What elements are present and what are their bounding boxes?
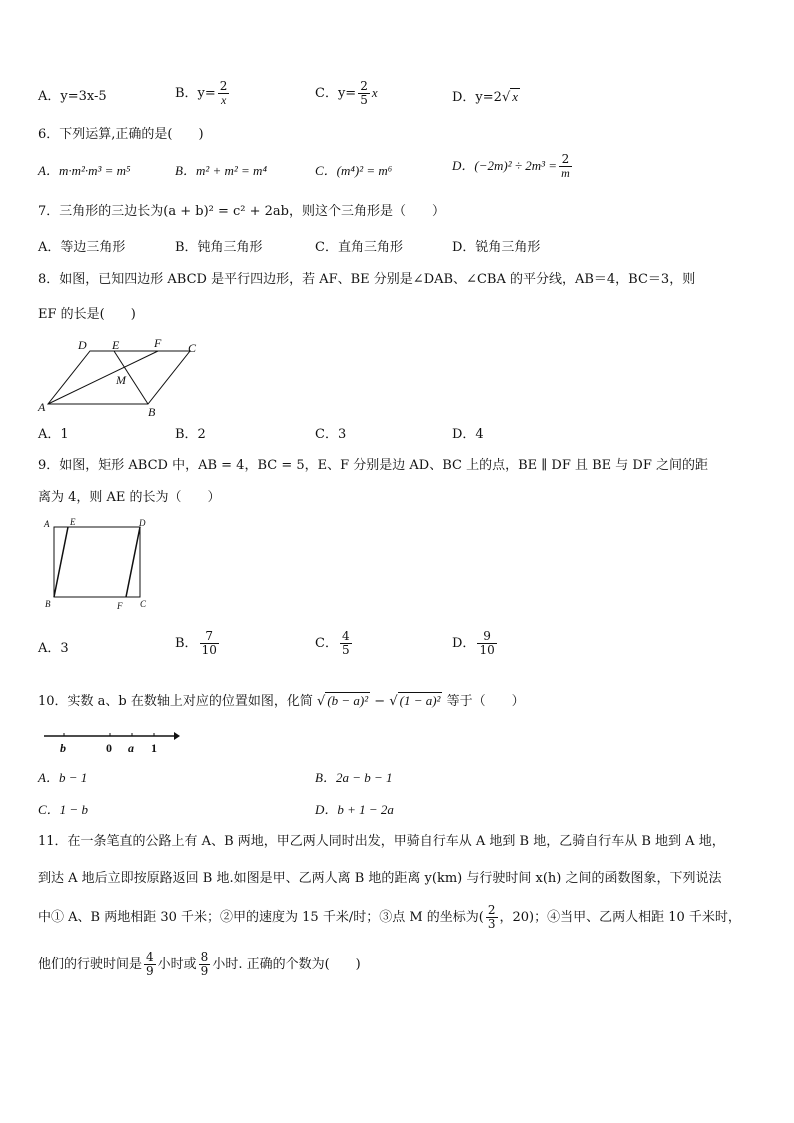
q9-stem-line1: 9．如图，矩形 ABCD 中，AB = 4，BC = 5，E、F 分别是边 AD、BC 上的点，BE ∥ DF 且 BE 与 DF 之间的距 <box>38 458 708 473</box>
q10-number-line <box>38 725 188 755</box>
fraction: $\frac{2}{3}$ <box>487 903 496 931</box>
q9-label-e: E <box>70 517 76 527</box>
q9-option-a: A．3 <box>38 641 69 656</box>
q8-label-f: F <box>154 336 162 350</box>
q8-label-c: C <box>188 341 197 355</box>
q8-option-c: C．3 <box>315 427 347 442</box>
q6-option-a: A．m·m²·m³ = m⁵ <box>38 163 131 178</box>
q9-option-d: D． $\frac{9}{10}$ <box>452 629 495 657</box>
q9-rectangle-figure <box>38 515 158 615</box>
fraction: $\frac{4}{5}$ <box>341 629 350 657</box>
q8-label-d: D <box>78 338 87 352</box>
fraction: $\frac{9}{10}$ <box>479 629 495 657</box>
q5-option-a: A．y=3x-5 <box>38 89 107 104</box>
q9-option-c: C． $\frac{4}{5}$ <box>315 629 350 657</box>
q10-axis-b: b <box>60 741 66 755</box>
q7-option-b: B．钝角三角形 <box>175 240 263 255</box>
fraction: $\frac{7}{10}$ <box>201 629 217 657</box>
q8-option-a: A．1 <box>38 427 69 442</box>
q9-label-f: F <box>117 601 123 611</box>
fraction: $\frac{2}{5}$ <box>360 79 368 107</box>
q10-axis-zero: 0 <box>106 741 112 755</box>
q8-option-d: D．4 <box>452 427 484 442</box>
q7-option-d: D．锐角三角形 <box>452 240 541 255</box>
q11-line4: 他们的行驶时间是 $\frac{4}{9}$ 小时或 $\frac{8}{9}$ 小时. 正确的个数为( ) <box>38 950 361 978</box>
q10-axis-one: 1 <box>151 741 157 755</box>
q8-option-b: B．2 <box>175 427 206 442</box>
q7-option-a: A．等边三角形 <box>38 240 126 255</box>
q6-option-d: D．(−2m)² ÷ 2m³ = $\frac{2}{m}$ <box>452 152 570 180</box>
q11-line2: 到达 A 地后立即按原路返回 B 地.如图是甲、乙两人离 B 地的距离 y(km) 与行驶时间 x(h) 之间的函数图象，下列说法 <box>38 871 722 886</box>
q10-option-d: D．b + 1 − 2a <box>315 802 394 817</box>
q10-option-b: B．2a − b − 1 <box>315 770 393 785</box>
q10-stem: 10．实数 a、b 在数轴上对应的位置如图，化简 √ (b − a)² − √ (1 − a)² 等于（ ） <box>38 693 525 709</box>
fraction: $\frac{2}{x}$ <box>219 79 228 107</box>
fraction: $\frac{4}{9}$ <box>146 950 154 978</box>
q6-option-c: C．(m⁴)² = m⁶ <box>315 163 393 178</box>
q5-option-c: C．y= $\frac{2}{5}$ x <box>315 79 378 107</box>
q10-axis-a: a <box>128 741 134 755</box>
q9-label-a: A <box>44 519 50 529</box>
q5-option-d: D．y=2√ x <box>452 89 519 105</box>
fraction: $\frac{2}{m}$ <box>561 152 570 180</box>
q6-option-b: B．m² + m² = m⁴ <box>175 163 267 178</box>
fraction: $\frac{8}{9}$ <box>200 950 209 978</box>
q11-line3: 中① A、B 两地相距 30 千米；②甲的速度为 15 千米/时；③点 M 的坐标为( $\frac{2}{3}$ ，20)；④当甲、乙两人相距 10 千米时， <box>38 903 741 931</box>
q8-label-a: A <box>38 400 46 414</box>
q9-stem-line2: 离为 4，则 AE 的长为（ ） <box>38 490 221 505</box>
q8-label-e: E <box>112 338 120 352</box>
q7-stem: 7．三角形的三边长为(a + b)² = c² + 2ab，则这个三角形是（ ） <box>38 204 446 219</box>
q9-option-b: B． $\frac{7}{10}$ <box>175 629 217 657</box>
q8-label-b: B <box>148 405 156 419</box>
q9-label-b: B <box>45 599 51 609</box>
q11-line1: 11．在一条笔直的公路上有 A、B 两地，甲乙两人同时出发，甲骑自行车从 A 地到 B 地，乙骑自行车从 B 地到 A 地， <box>38 834 725 849</box>
q7-option-c: C．直角三角形 <box>315 240 403 255</box>
q6-stem: 6．下列运算,正确的是( ) <box>38 127 204 142</box>
q10-option-c: C．1 − b <box>38 802 88 817</box>
q5-option-b: B．y= $\frac{2}{x}$ <box>175 79 228 107</box>
q8-label-m: M <box>116 373 126 387</box>
q8-parallelogram-figure <box>38 336 208 418</box>
q8-stem-line1: 8．如图，已知四边形 ABCD 是平行四边形，若 AF、BE 分别是∠DAB、∠CBA 的平分线，AB＝4，BC＝3，则 <box>38 272 696 287</box>
q8-stem-line2: EF 的长是( ) <box>38 307 136 322</box>
q10-option-a: A．b − 1 <box>38 770 88 785</box>
q9-label-d: D <box>139 518 146 528</box>
q9-label-c: C <box>140 599 147 609</box>
